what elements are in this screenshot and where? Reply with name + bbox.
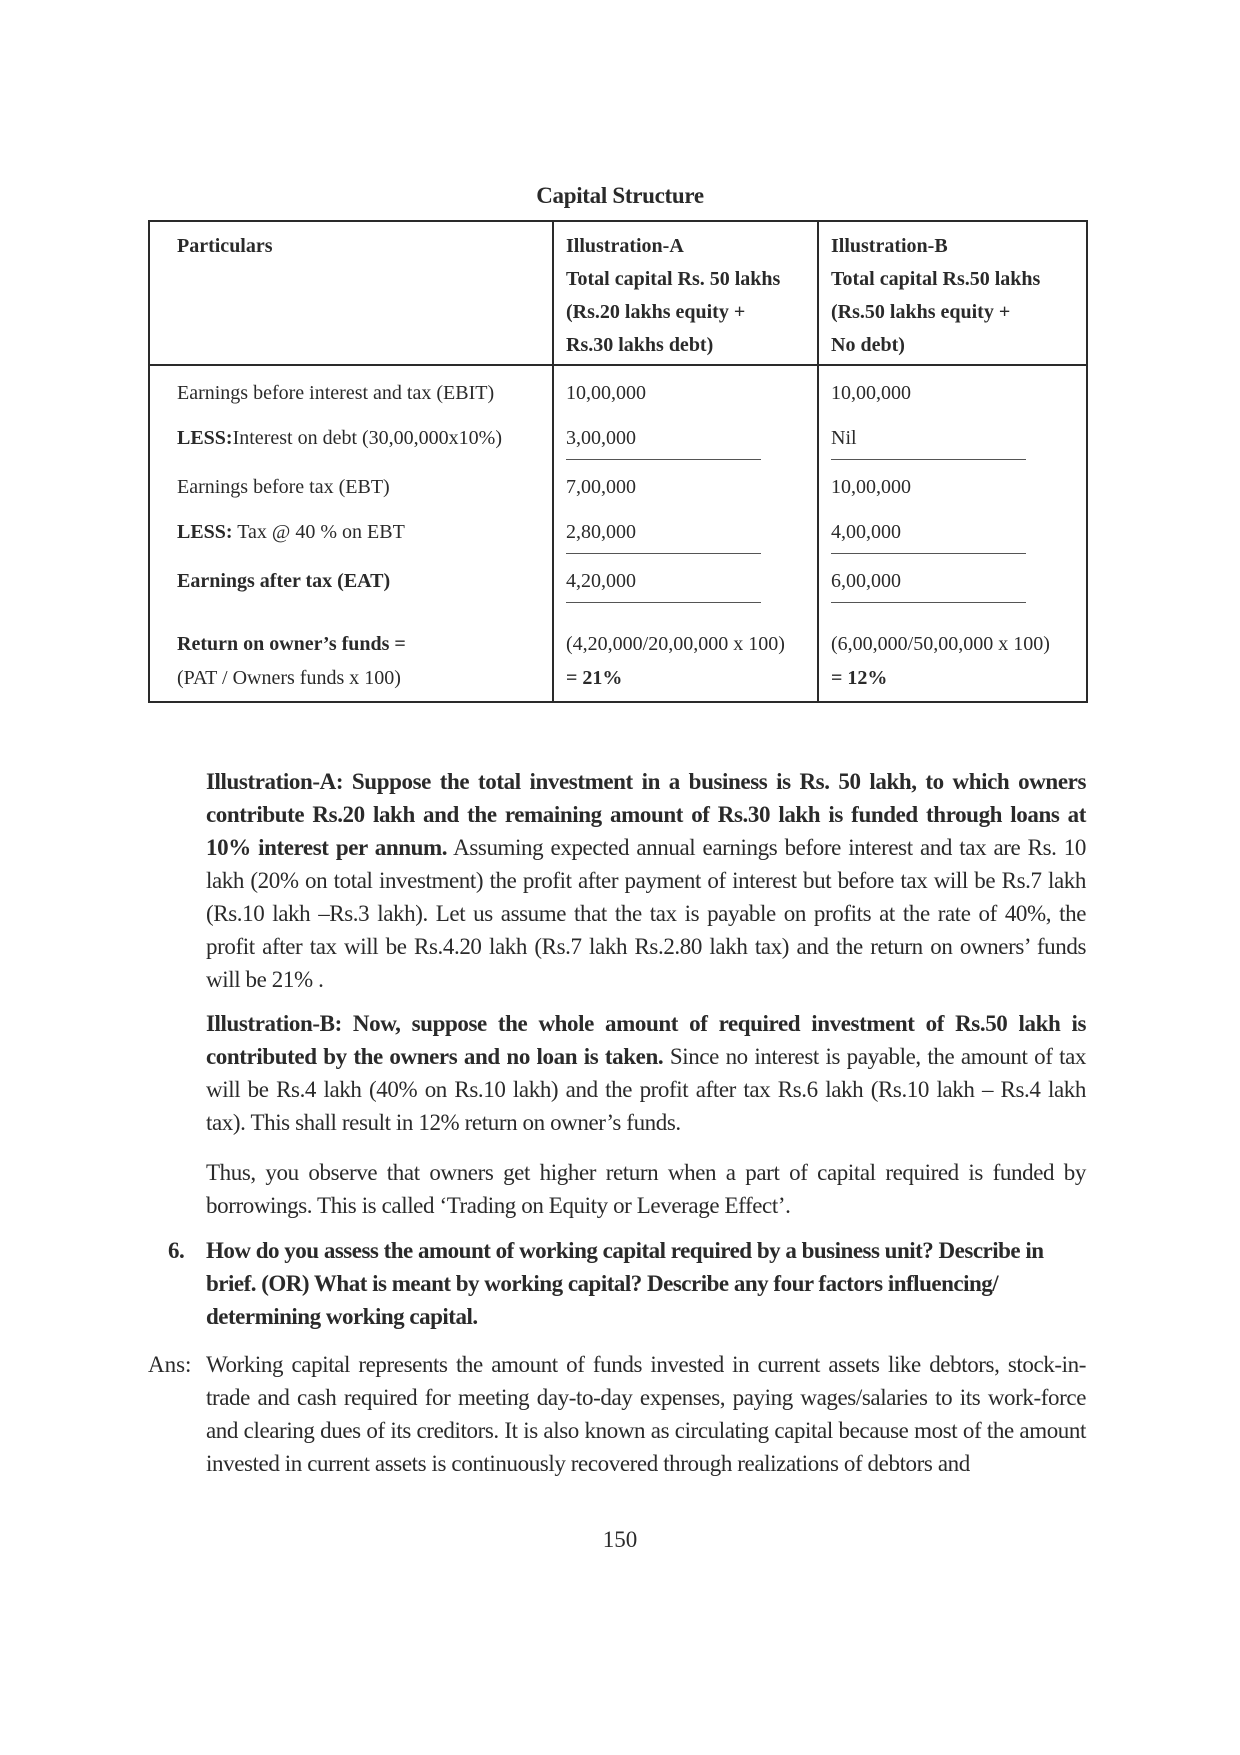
- illustration-b-body: Since no interest is payable, the amount of tax will be Rs.4 lakh (40% on Rs.10 lakh) and the profit after tax Rs.6 lakh (Rs.10 lakh – Rs.4 lakh tax). This shall result in 12% return on owner’s funds.: [206, 1044, 1086, 1135]
- header-b-line2: (Rs.50 lakhs equity +: [831, 301, 1011, 323]
- illustration-a-lead: Illustration-A: Suppose the total investment in a business is Rs. 50 lakh, to which owners contribute Rs.20 lakh and the remaining amount of Rs.30 lakh is funded through loans at 10% interest per annum.: [206, 769, 1086, 860]
- value-text: 6,00,000: [831, 570, 901, 592]
- row-label: [149, 410, 553, 470]
- underline-rule: [566, 459, 761, 460]
- underline-rule: [566, 553, 761, 554]
- value-text: 3,00,000: [566, 427, 636, 449]
- question-text: How do you assess the amount of working capital required by a business unit? Describe in brief. (OR) What is meant by working capital? Describe any four factors influencing/ determining working capital.: [206, 1238, 1044, 1329]
- underline-rule: [566, 602, 761, 603]
- underline-rule: [831, 459, 1026, 460]
- row-value-b: [818, 410, 1087, 470]
- row-label-rest: Interest on debt (30,00,000x10%): [232, 427, 502, 449]
- value-text: 4,00,000: [831, 521, 901, 543]
- answer-paragraph: Working capital represents the amount of funds invested in current assets like debtors, stock-in-trade and cash required for meeting day-to-day expenses, paying wages/salaries to its work-force and clearing dues of its creditors. It is also known as circulating capital because most of the amount invested in current assets is continuously recovered through realizations of debtors and: [206, 1352, 1086, 1476]
- row-value-a: [553, 564, 818, 613]
- table-row: [149, 365, 1087, 410]
- table-header-row: [149, 221, 1087, 365]
- underline-rule: [831, 553, 1026, 554]
- row-label: Earnings after tax (EAT): [177, 570, 391, 592]
- return-a-result: = 21%: [566, 667, 623, 689]
- underline-rule: [831, 602, 1026, 603]
- illustration-b-lead: Illustration-B: Now, suppose the whole amount of required investment of Rs.50 lakh is contributed by the owners and no loan is taken.: [206, 1011, 1086, 1069]
- value-text: 4,20,000: [566, 570, 636, 592]
- question-number: 6.: [168, 1238, 185, 1263]
- row-value-b: [818, 504, 1087, 564]
- header-illustration-b: [818, 221, 1087, 365]
- header-b-title: Illustration-B: [831, 235, 948, 257]
- capital-structure-table: [148, 220, 1088, 703]
- return-b-result: = 12%: [831, 667, 888, 689]
- row-label: Earnings before interest and tax (EBIT): [177, 382, 495, 404]
- row-label-rest: Tax @ 40 % on EBT: [232, 521, 405, 543]
- question-6: [168, 1234, 1086, 1333]
- value-text: 2,80,000: [566, 521, 636, 543]
- row-value-a: [553, 613, 818, 702]
- header-particulars: [149, 221, 553, 365]
- illustration-b-paragraph: [206, 1007, 1086, 1139]
- table-title: Capital Structure: [536, 183, 704, 208]
- return-label-line2: (PAT / Owners funds x 100): [177, 667, 401, 689]
- header-b-line1: Total capital Rs.50 lakhs: [831, 268, 1041, 290]
- row-value-a: 10,00,000: [553, 365, 818, 410]
- row-value-b: 10,00,000: [818, 365, 1087, 410]
- header-b-line3: No debt): [831, 334, 905, 356]
- row-value-b: [818, 613, 1087, 702]
- table-row: [149, 410, 1087, 470]
- less-label: LESS:: [177, 521, 233, 543]
- table-row: [149, 564, 1087, 613]
- return-label-line1: Return on owner’s funds =: [177, 633, 406, 655]
- row-label: [149, 613, 553, 702]
- row-value-a: [553, 504, 818, 564]
- page-number: 150: [602, 1527, 638, 1552]
- header-a-line2: (Rs.20 lakhs equity +: [566, 301, 746, 323]
- row-label: Earnings before tax (EBT): [177, 476, 390, 498]
- less-label: LESS:: [177, 427, 233, 449]
- value-text: Nil: [831, 427, 857, 449]
- row-label: [149, 504, 553, 564]
- return-a-formula: (4,20,000/20,00,000 x 100): [566, 633, 785, 655]
- answer-label: Ans:: [148, 1352, 192, 1377]
- table-row: [149, 613, 1087, 702]
- row-value-b: [818, 564, 1087, 613]
- table-row: [149, 470, 1087, 504]
- header-a-line3: Rs.30 lakhs debt): [566, 334, 714, 356]
- row-value-b: 10,00,000: [818, 470, 1087, 504]
- row-value-a: 7,00,000: [553, 470, 818, 504]
- table-row: [149, 504, 1087, 564]
- row-value-a: [553, 410, 818, 470]
- header-particulars-label: Particulars: [177, 235, 273, 257]
- header-a-line1: Total capital Rs. 50 lakhs: [566, 268, 781, 290]
- illustration-a-body: Assuming expected annual earnings before interest and tax are Rs. 10 lakh (20% on total investment) the profit after payment of interest but before tax will be Rs.7 lakh (Rs.10 lakh –Rs.3 lakh). Let us assume that the tax is payable on profits at the rate of 40%, the profit after tax will be Rs.4.20 lakh (Rs.7 lakh Rs.2.80 lakh tax) and the return on owners’ funds will be 21% .: [206, 835, 1086, 992]
- return-b-formula: (6,00,000/50,00,000 x 100): [831, 633, 1050, 655]
- conclusion-paragraph: Thus, you observe that owners get higher return when a part of capital required is funded by borrowings. This is called ‘Trading on Equity or Leverage Effect’.: [206, 1160, 1086, 1218]
- illustration-a-paragraph: [206, 765, 1086, 996]
- header-illustration-a: [553, 221, 818, 365]
- header-a-title: Illustration-A: [566, 235, 684, 257]
